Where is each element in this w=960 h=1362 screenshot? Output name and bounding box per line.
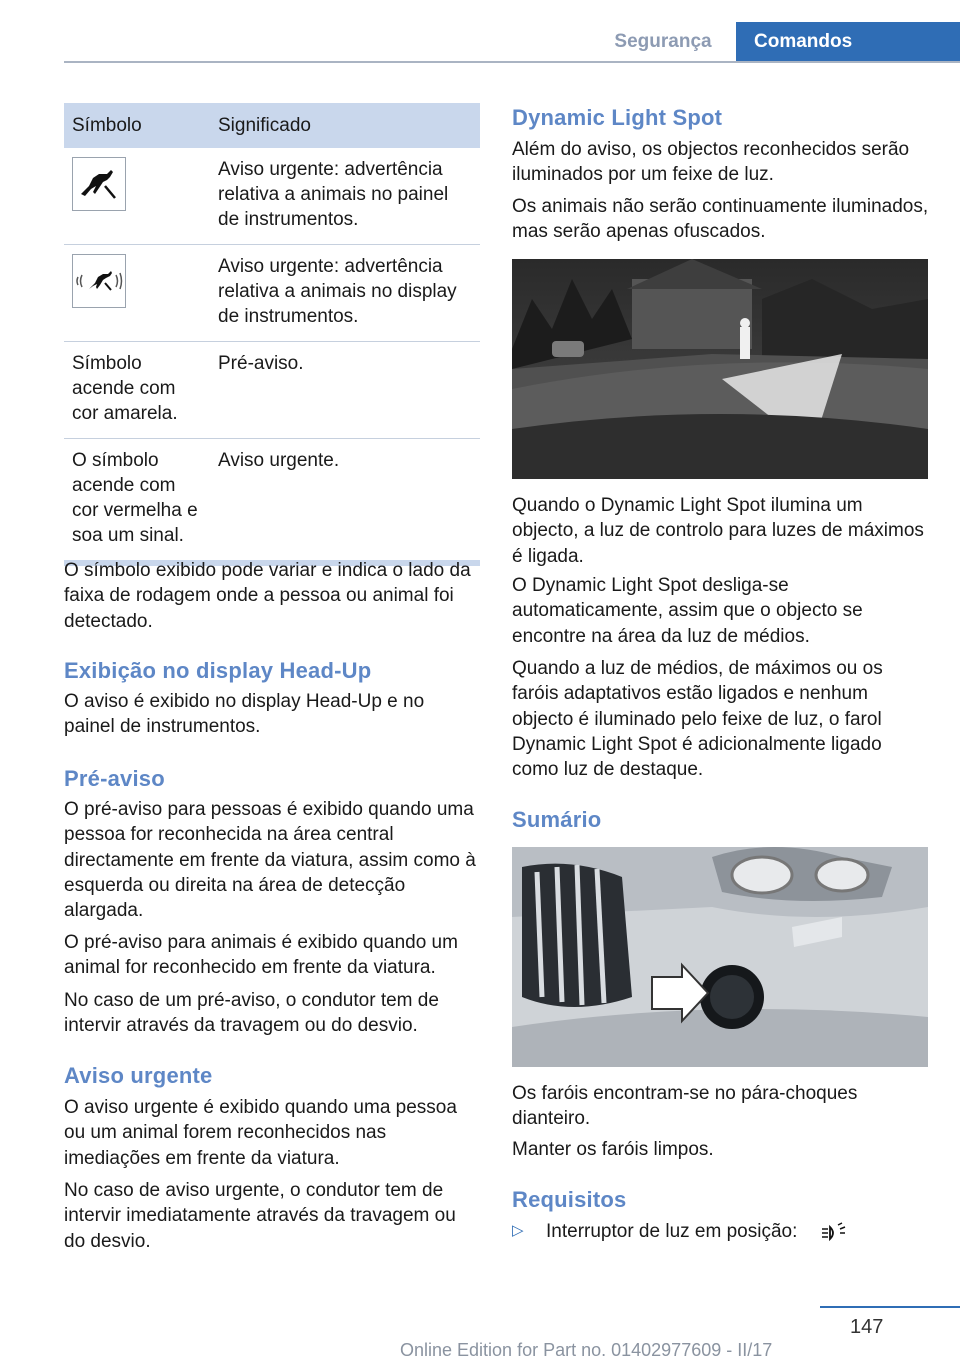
paragraph-preaviso-2: O pré-aviso para animais é exibido quando um animal for reconhecido em frente da viatura. (64, 932, 458, 979)
header-section-label: Segurança (614, 31, 712, 52)
table-header-symbol: Símbolo (64, 103, 210, 148)
bullet-text: Interruptor de luz em posição: (546, 1221, 798, 1242)
header-rule (64, 61, 960, 63)
paragraph-dls-5: Quando a luz de médios, de máximos ou os faróis adaptativos estão ligados e nenhum objecto é iluminado pelo feixe de luz, o farol Dynamic Light Spot é adicionalmente ligado como luz de destaque. (512, 658, 883, 781)
heading-requisitos: Requisitos (512, 1187, 627, 1212)
heading-headup: Exibição no display Head-Up (64, 658, 372, 683)
light-switch-icon (818, 1221, 848, 1250)
bullet-triangle-icon: ▷ (512, 1222, 524, 1239)
table-row (64, 439, 480, 564)
headlight-image (512, 847, 928, 1067)
table-row-meaning: Pré-aviso. (210, 342, 480, 439)
paragraph-dls-1: Além do aviso, os objectos reconhecidos serão iluminados por um feixe de luz. (512, 139, 910, 186)
paragraph-urgente-2: No caso de aviso urgente, o condutor tem de intervir imediatamente através da travagem ou do desvio. (64, 1180, 456, 1252)
paragraph-headup: O aviso é exibido no display Head-Up e no painel de instrumentos. (64, 691, 425, 738)
heading-dynamic-light-spot: Dynamic Light Spot (512, 105, 723, 130)
table-row (64, 148, 480, 245)
symbol-table (64, 103, 480, 566)
footer-rule (820, 1306, 960, 1308)
table-row-meaning: Aviso urgente. (210, 439, 480, 564)
paragraph-dls-2: Os animais não serão continuamente iluminados, mas serão apenas ofuscados. (512, 196, 929, 243)
paragraph-preaviso-1: O pré-aviso para pessoas é exibido quando uma pessoa for reconhecida na área central directamente em frente da viatura, assim como à esquerda ou direita na área de detecção alargada. (64, 799, 476, 922)
paragraph-sumario-2: Manter os faróis limpos. (512, 1139, 714, 1160)
list-item (512, 1219, 930, 1249)
table-row (64, 342, 480, 439)
heading-sumario: Sumário (512, 807, 602, 832)
deer-warning-icon (72, 157, 126, 211)
deer-sound-warning-icon (72, 254, 126, 308)
page-number: 147 (850, 1316, 884, 1338)
night-road-image (512, 259, 928, 479)
paragraph-dls-4: O Dynamic Light Spot desliga-se automaticamente, assim que o objecto se encontre na área da luz de médios. (512, 575, 863, 647)
table-row-symbol: O símbolo acende com cor vermelha e soa um sinal. (64, 439, 210, 564)
table-row-meaning: Aviso urgente: advertência relativa a animais no painel de instrumentos. (210, 148, 480, 245)
table-row-meaning: Aviso urgente: advertência relativa a animais no display de instrumentos. (210, 245, 480, 342)
heading-preaviso: Pré-aviso (64, 766, 165, 791)
paragraph-sumario-1: Os faróis encontram-se no pára-choques dianteiro. (512, 1083, 858, 1130)
footer-edition: Online Edition for Part no. 01402977609 - II/17 (400, 1340, 773, 1360)
paragraph-preaviso-3: No caso de um pré-aviso, o condutor tem de intervir através da travagem ou do desvio. (64, 990, 439, 1037)
table-row-symbol: Símbolo acende com cor amarela. (64, 342, 210, 439)
paragraph-symbol-info: O símbolo exibido pode variar e indica o lado da faixa de rodagem onde a pessoa ou animal foi detectado. (64, 560, 471, 632)
table-row (64, 245, 480, 342)
table-header-meaning: Significado (210, 103, 480, 148)
paragraph-urgente-1: O aviso urgente é exibido quando uma pessoa ou um animal forem reconhecidos nas imediações em frente da viatura. (64, 1097, 457, 1169)
heading-urgente: Aviso urgente (64, 1063, 213, 1088)
paragraph-dls-3: Quando o Dynamic Light Spot ilumina um objecto, a luz de controlo para luzes de máximos é ligada. (512, 495, 924, 567)
header-chapter-tab[interactable]: Comandos (736, 22, 960, 62)
